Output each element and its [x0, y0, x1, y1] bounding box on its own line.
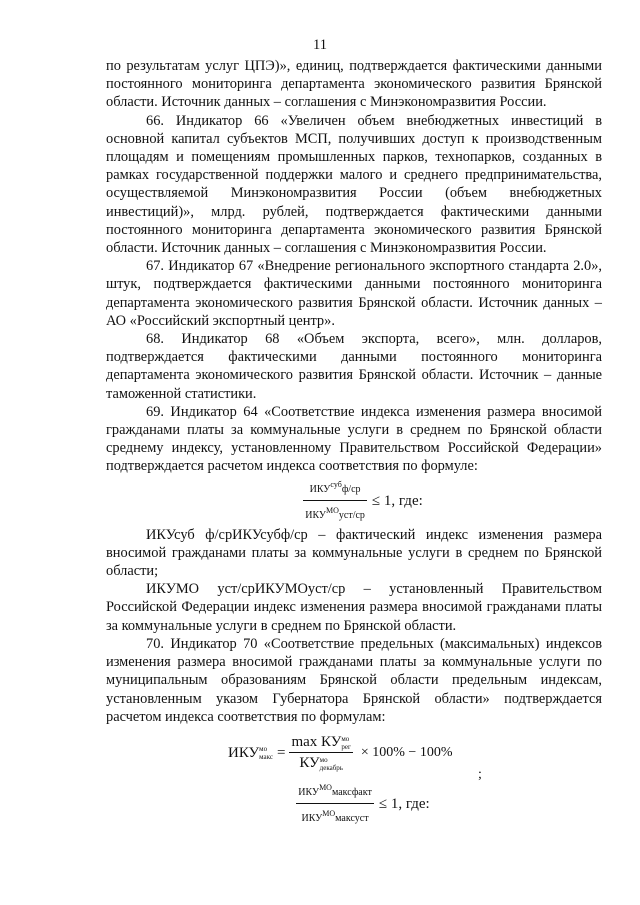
formula-2-num-sup: мо — [341, 734, 350, 743]
formula-2-tail: × 100% − 100% — [360, 744, 453, 760]
paragraph-continuation: по результатам услуг ЦПЭ)», единиц, подтверждается фактическими данными постоянного мониторинга департамента экономического развития Брянской области. Источник данных – соглашения с Минэкономразвития России. — [106, 58, 602, 111]
formula-1-num-sup: суб — [330, 479, 342, 489]
formula-3-num-base: ИКУ — [298, 787, 320, 799]
formula-2-lhs-base: ИКУ — [228, 744, 260, 761]
formula-2-lhs — [228, 744, 273, 762]
formula-2-den-sub: декабрь — [319, 763, 343, 772]
formula-2-lhs-scripts — [259, 745, 273, 761]
formula-2-lhs-sup: мо — [259, 745, 268, 754]
formula-1 — [106, 476, 602, 526]
formula-3-den-base: ИКУ — [301, 813, 323, 825]
formula-2-semicolon: ; — [478, 766, 482, 782]
formula-1-num-base: ИКУ — [309, 483, 331, 495]
formula-1-den-rest: уст/ср — [338, 510, 365, 522]
formula-1-tail: ≤ 1, где: — [371, 492, 423, 509]
formula-3-den-sup: МО — [322, 809, 336, 819]
formula-3-numerator — [296, 779, 374, 804]
formula-2-den-sup: мо — [319, 755, 328, 764]
formula-2-num-sub: рег — [341, 742, 351, 751]
paragraph-69-def-a: ИКУсуб ф/срИКУсубф/ср – фактический индекс изменения размера вносимой гражданами платы за коммунальные услуги в среднем по Брянской области; — [106, 526, 602, 580]
formula-1-den-sup: МО — [326, 506, 339, 516]
paragraph-66: 66. Индикатор 66 «Увеличен объем внебюджетных инвестиций в основной капитал субъектов МСП, получивших доступ к производственным площадям и помещениям промышленных парков, технопарков, созданных в рамках государственной поддержки малого и среднего предпринимательства, осуществляемой Минэкономразвития России (объем внебюджетных инвестиций)», млрд. рублей, подтверждается фактическими данными постоянного мониторинга департамента экономического развития Брянской области. Источник данных – соглашения с Минэкономразвития России. — [106, 112, 602, 257]
formula-2-lhs-sub: макс — [259, 753, 273, 762]
document-body — [106, 57, 602, 828]
formula-2-num-base: max КУ — [291, 734, 342, 751]
formula-1-numerator — [303, 476, 367, 501]
formula-1-num-rest: ф/ср — [341, 483, 361, 495]
formula-2-eq: = — [277, 744, 286, 761]
formula-3-num-rest: максфакт — [331, 787, 372, 799]
formula-3-fraction — [296, 779, 374, 828]
formula-2 — [106, 726, 602, 780]
paragraph-69-def-b: ИКУМО уст/срИКУМОуст/ср – установленный Правительством Российской Федерации индекс изменения размера вносимой гражданами платы за коммунальные услуги в среднем по Брянской области. — [106, 581, 602, 634]
formula-2-num-scripts — [341, 735, 350, 751]
formula-3-tail: ≤ 1, где: — [378, 795, 430, 812]
formula-3-num-sup: МО — [319, 783, 332, 793]
paragraph-68: 68. Индикатор 68 «Объем экспорта, всего», млн. долларов, подтверждается фактическими данными постоянного мониторинга департамента экономического развития Брянской области. Источник – данные таможенной статистики. — [106, 331, 602, 402]
formula-1-denominator — [303, 501, 367, 525]
formula-3-den-rest: максуст — [335, 813, 369, 825]
formula-3-denominator — [296, 804, 374, 828]
formula-3 — [106, 780, 602, 828]
paragraph-69: 69. Индикатор 64 «Соответствие индекса изменения размера вносимой гражданами платы за коммунальные услуги в среднем по Брянской области среднему индексу, установленному Правительством Российской Федерации» подтверждается расчетом индекса соответствия по формуле: — [106, 403, 602, 475]
formula-2-denominator — [289, 753, 352, 772]
paragraph-67: 67. Индикатор 67 «Внедрение регионального экспортного стандарта 2.0», штук, подтверждается фактическими данными постоянного мониторинга департамента экономического развития Брянской области. Источник данных – АО «Российский экспортный центр». — [106, 258, 602, 329]
formula-2-fraction — [289, 733, 352, 772]
formula-2-numerator — [289, 733, 352, 753]
formula-1-den-base: ИКУ — [305, 510, 326, 522]
formula-2-den-base: КУ — [299, 755, 320, 772]
page-number: 11 — [313, 37, 327, 53]
formula-1-fraction — [303, 476, 367, 525]
formula-2-den-scripts — [320, 756, 343, 772]
paragraph-70: 70. Индикатор 70 «Соответствие предельных (максимальных) индексов изменения размера вносимой гражданами платы за коммунальные услуги по муниципальным образованиям Брянской области предельным индексам, установленным указом Губернатора Брянской области» подтверждается расчетом индекса соответствия по формулам: — [106, 635, 602, 725]
